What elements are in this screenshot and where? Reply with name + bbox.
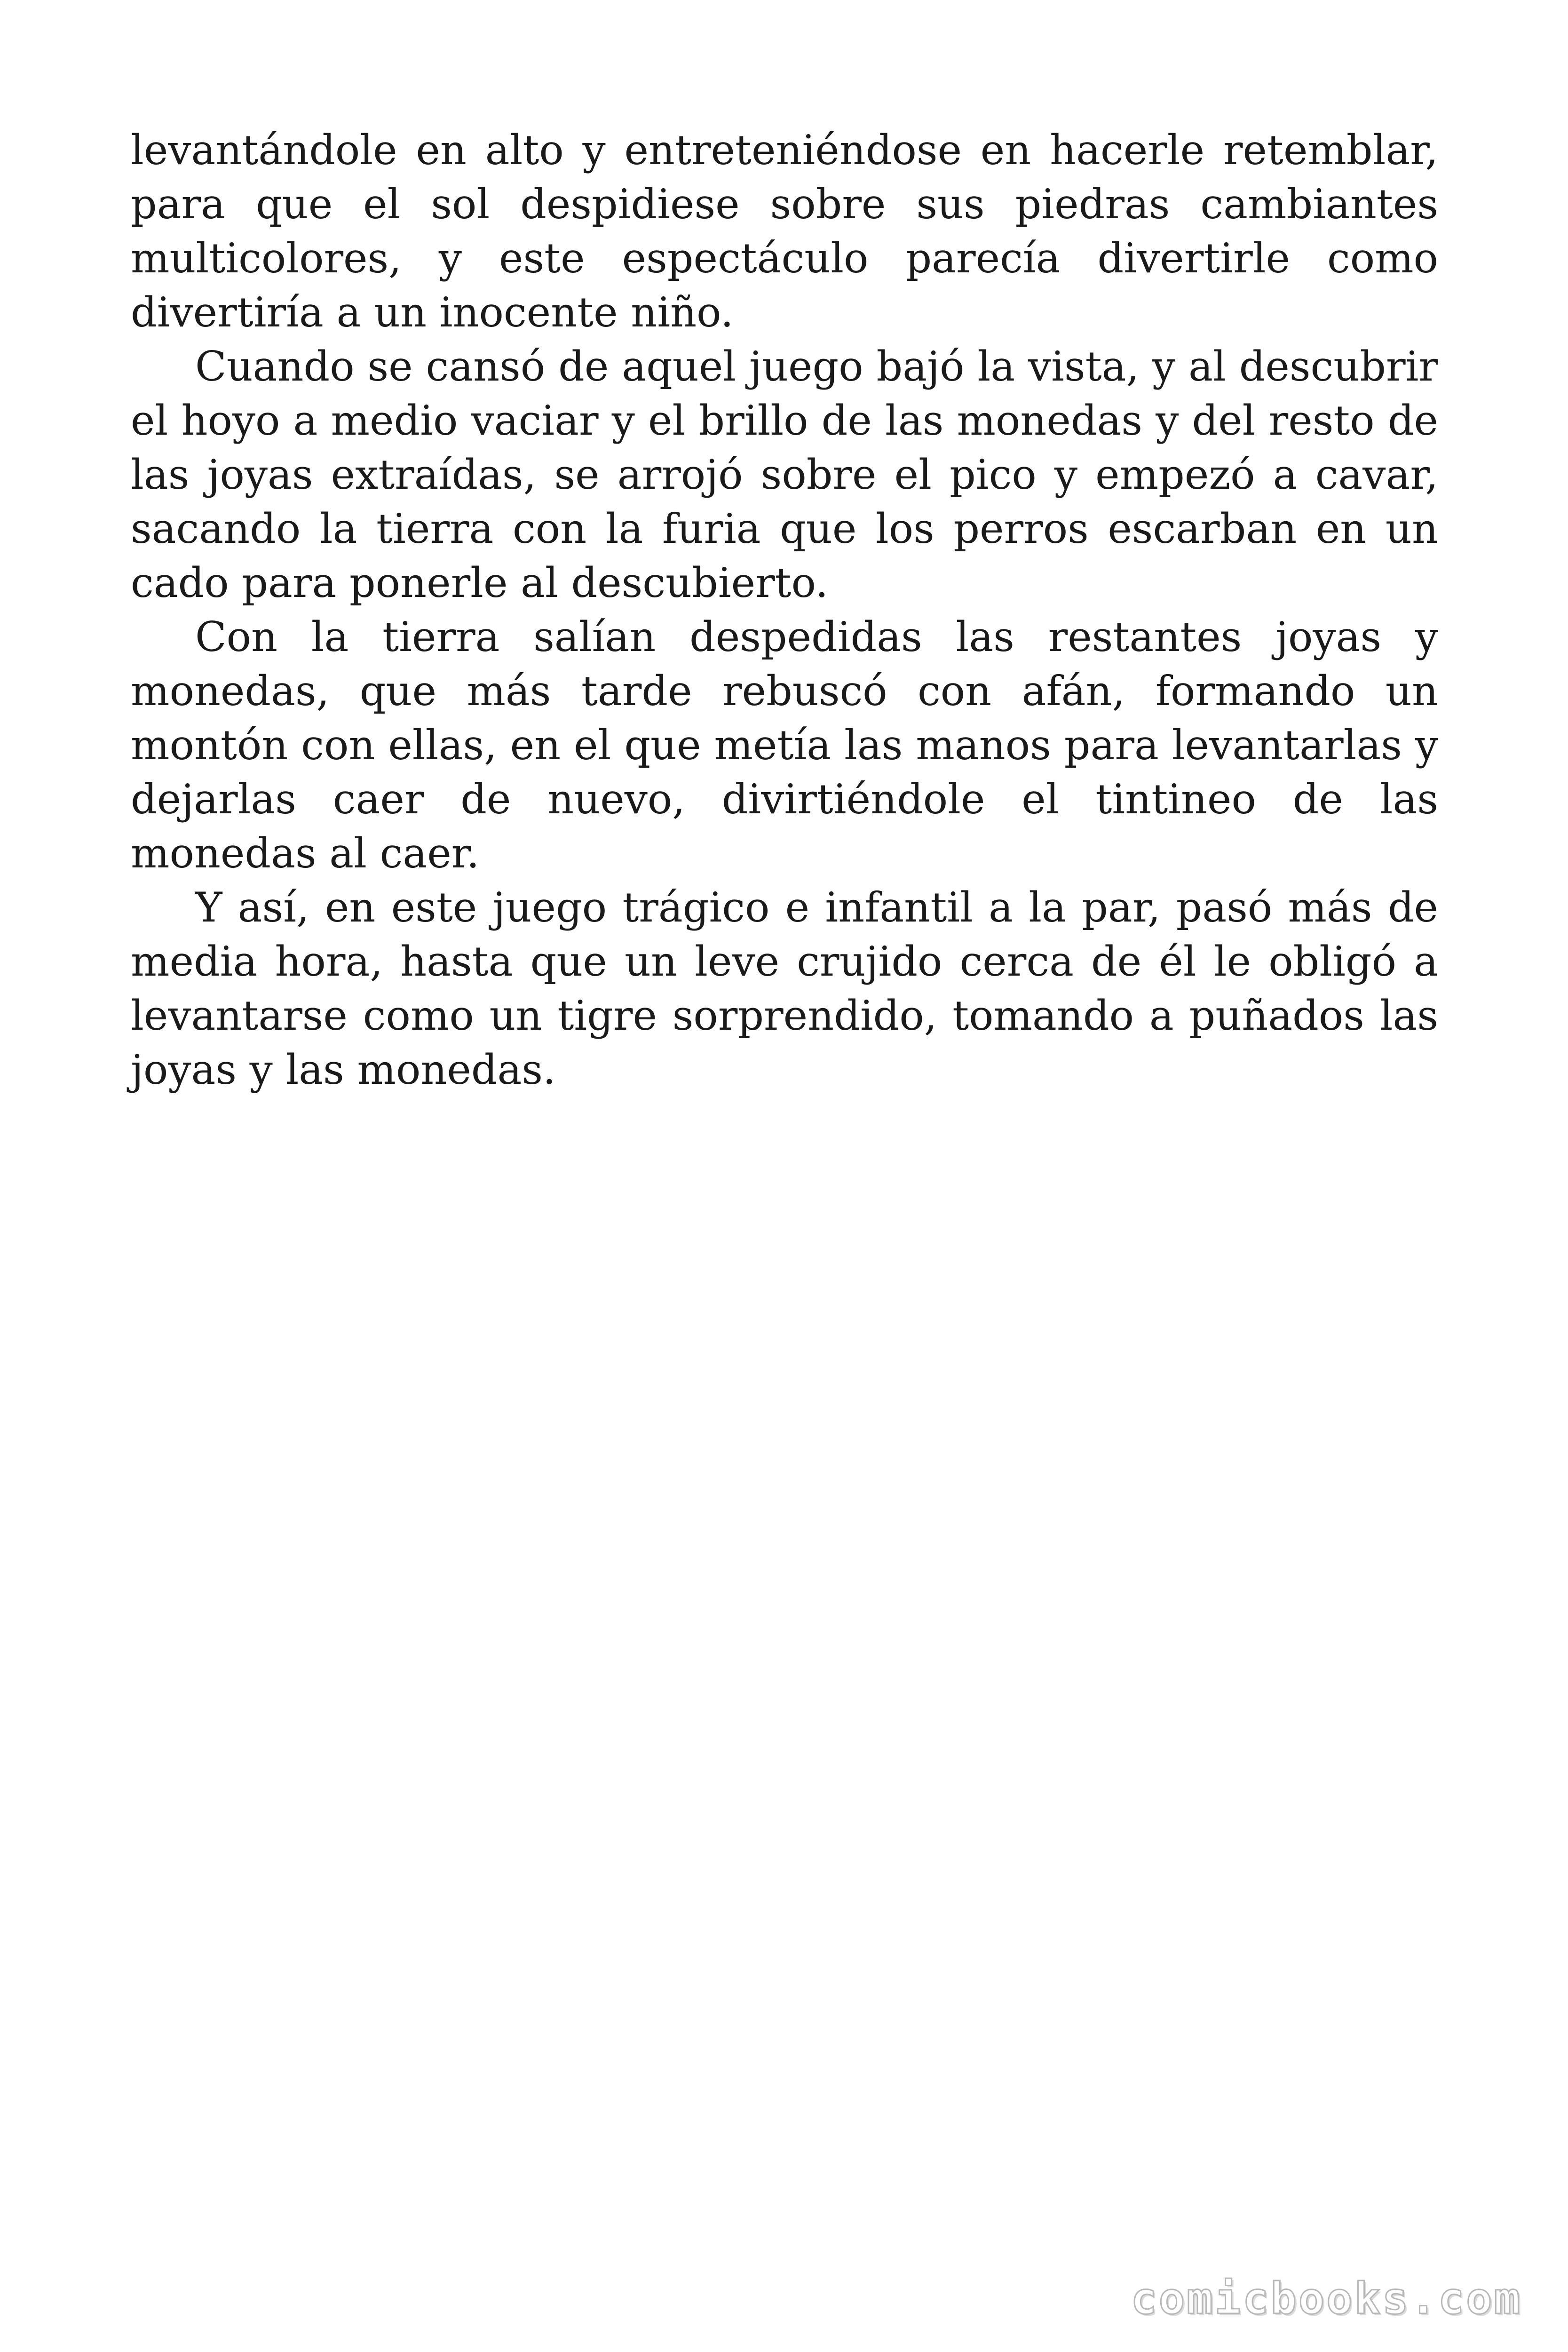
body-text xyxy=(131,123,1438,1097)
paragraph: Y así, en este juego trágico e infantil a la par, pasó más de media hora, hasta que un leve crujido cerca de él le obligó a levantarse como un tigre sorprendido, tomando a puñados las joyas y las monedas. xyxy=(131,883,1438,1094)
paragraph-continuation: levantándole en alto y entreteniéndose en hacerle retemblar, para que el sol despidiese sobre sus piedras cambiantes multicolores, y este espectáculo parecía divertirle como divertiría a un inocente niño. xyxy=(131,126,1438,336)
paragraph: Con la tierra salían despedidas las restantes joyas y monedas, que más tarde rebuscó con afán, formando un montón con ellas, en el que metía las manos para levantarlas y dejarlas caer de nuevo, divirtiéndole el tintineo de las monedas al caer. xyxy=(131,613,1438,877)
watermark: comicbooks.com xyxy=(1131,2273,1522,2324)
paragraph: Cuando se cansó de aquel juego bajó la vista, y al descubrir el hoyo a medio vaciar y el brillo de las monedas y del resto de las joyas extraídas, se arrojó sobre el pico y empezó a cavar, sacando la tierra con la furia que los perros escarban en un cado para ponerle al descubierto. xyxy=(131,342,1438,607)
